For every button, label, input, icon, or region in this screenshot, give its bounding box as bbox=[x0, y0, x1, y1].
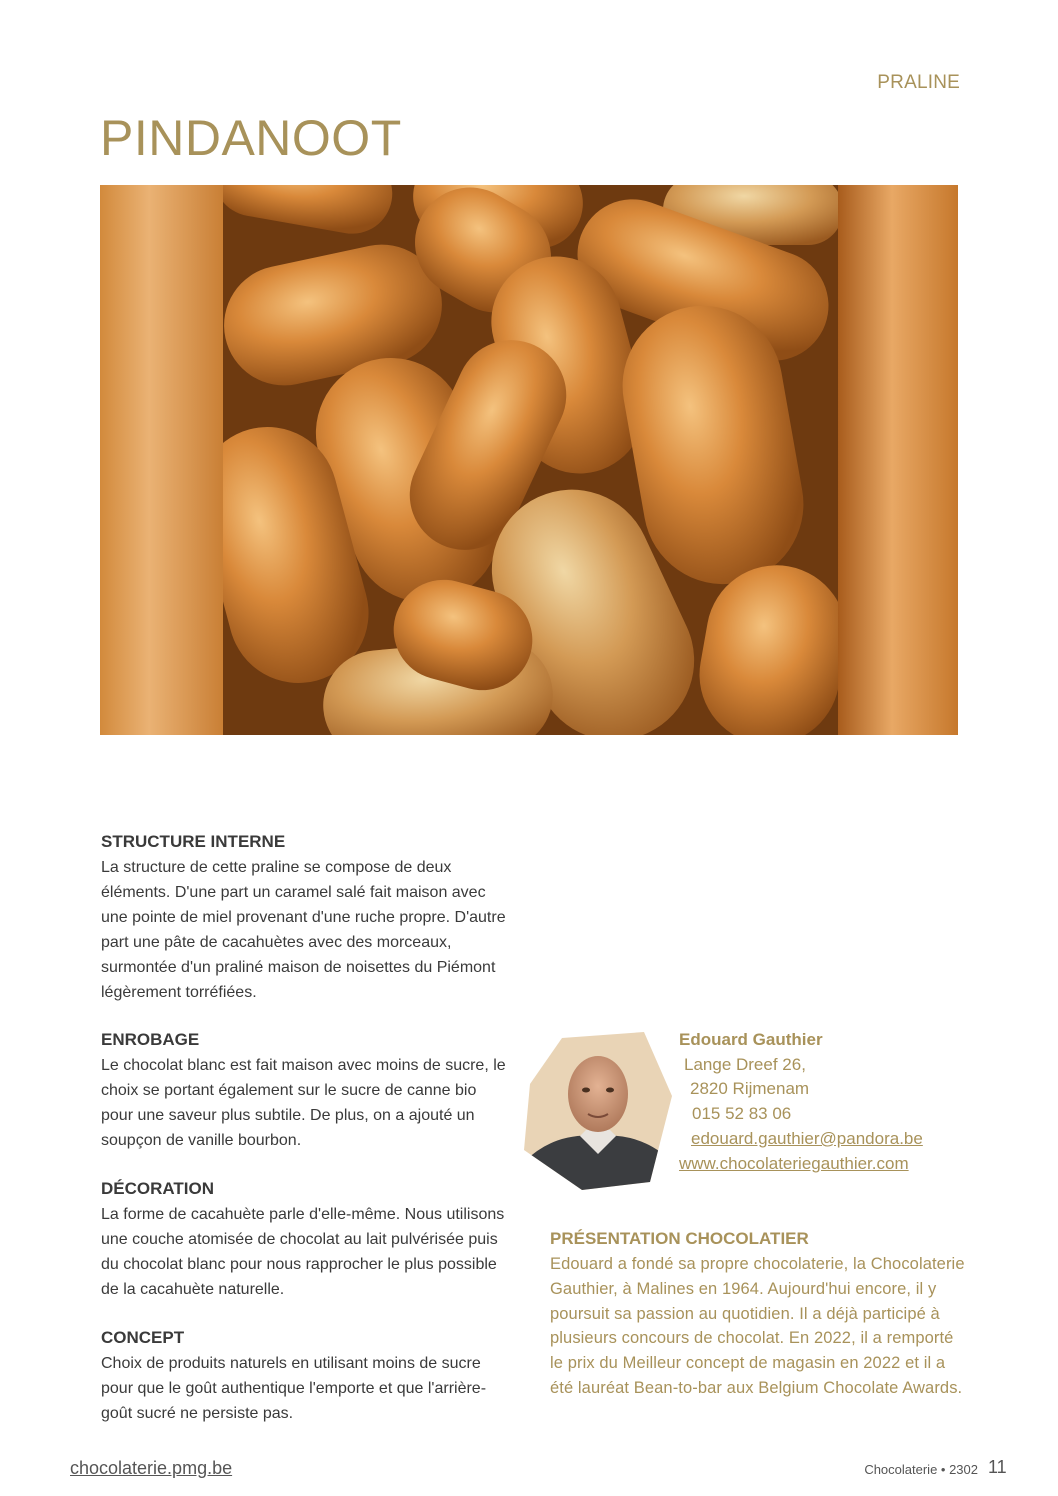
section-body: Edouard a fondé sa propre chocolaterie, la Chocolaterie Gauthier, à Malines en 1964. Aujourd'hui encore, il y poursuit sa passion au quotidien. Il a déjà participé à plusieurs concours de chocolat. En 2022, il a remporté le prix du Meilleur concept de magasin en 2022 et il a été lauréat Bean-to-bar aux Belgium Chocolate Awards. bbox=[550, 1255, 965, 1397]
section-heading: ENROBAGE bbox=[101, 1030, 200, 1049]
section-heading: DÉCORATION bbox=[101, 1179, 215, 1198]
section-heading: PRÉSENTATION CHOCOLATIER bbox=[550, 1229, 809, 1248]
section-body: Choix de produits naturels en utilisant moins de sucre pour que le goût authentique l'emporte et que l'arrière-goût sucré ne persiste pas. bbox=[101, 1355, 487, 1422]
hero-photo-blur-left bbox=[100, 185, 223, 735]
contact-name: Edouard Gauthier bbox=[679, 1030, 823, 1049]
section-decoration bbox=[101, 1177, 509, 1302]
section-enrobage bbox=[101, 1028, 509, 1153]
peanut-shapes bbox=[223, 185, 838, 735]
section-body: La structure de cette praline se compose de deux éléments. D'une part un caramel salé fait maison avec une pointe de miel provenant d'une ruche propre. D'autre part une pâte de cacahuètes avec des morceaux, surmontée d'un praliné maison de noisettes du Piémont légèrement torréfiées. bbox=[101, 859, 506, 1001]
section-body: Le chocolat blanc est fait maison avec moins de sucre, le choix se portant également sur le sucre de canne bio pour une saveur plus subtile. De plus, on a ajouté un soupçon de vanille bourbon. bbox=[101, 1057, 506, 1149]
contact-website-link[interactable]: www.chocolateriegauthier.com bbox=[679, 1153, 909, 1173]
chocolatier-portrait bbox=[524, 1032, 672, 1190]
contact-phone: 015 52 83 06 bbox=[692, 1104, 792, 1124]
peanut-pralines-image bbox=[223, 185, 838, 735]
contact-street: Lange Dreef 26, bbox=[684, 1054, 806, 1074]
contact-block bbox=[679, 1028, 969, 1176]
contact-city: 2820 Rijmenam bbox=[690, 1079, 810, 1099]
hero-photo-peanuts bbox=[100, 185, 958, 735]
section-structure-interne bbox=[101, 830, 509, 1005]
section-presentation-chocolatier bbox=[550, 1227, 970, 1401]
section-heading: CONCEPT bbox=[101, 1328, 185, 1347]
category-label: PRALINE bbox=[877, 72, 960, 93]
section-body: La forme de cacahuète parle d'elle-même. Nous utilisons une couche atomisée de chocolat au lait pulvérisée puis du chocolat blanc pour nous rapprocher le plus possible de la cacahuète naturelle. bbox=[101, 1206, 505, 1298]
page-number: 11 bbox=[988, 1457, 1007, 1477]
section-concept bbox=[101, 1326, 509, 1426]
hero-photo-blur-right bbox=[838, 185, 958, 735]
section-heading: STRUCTURE INTERNE bbox=[101, 832, 286, 851]
contact-email-link[interactable]: edouard.gauthier@pandora.be bbox=[691, 1128, 923, 1148]
page-title: PINDANOOT bbox=[100, 110, 402, 166]
footer-issue: Chocolaterie • 2302 bbox=[864, 1462, 978, 1477]
footer-site-link[interactable]: chocolaterie.pmg.be bbox=[70, 1458, 233, 1478]
